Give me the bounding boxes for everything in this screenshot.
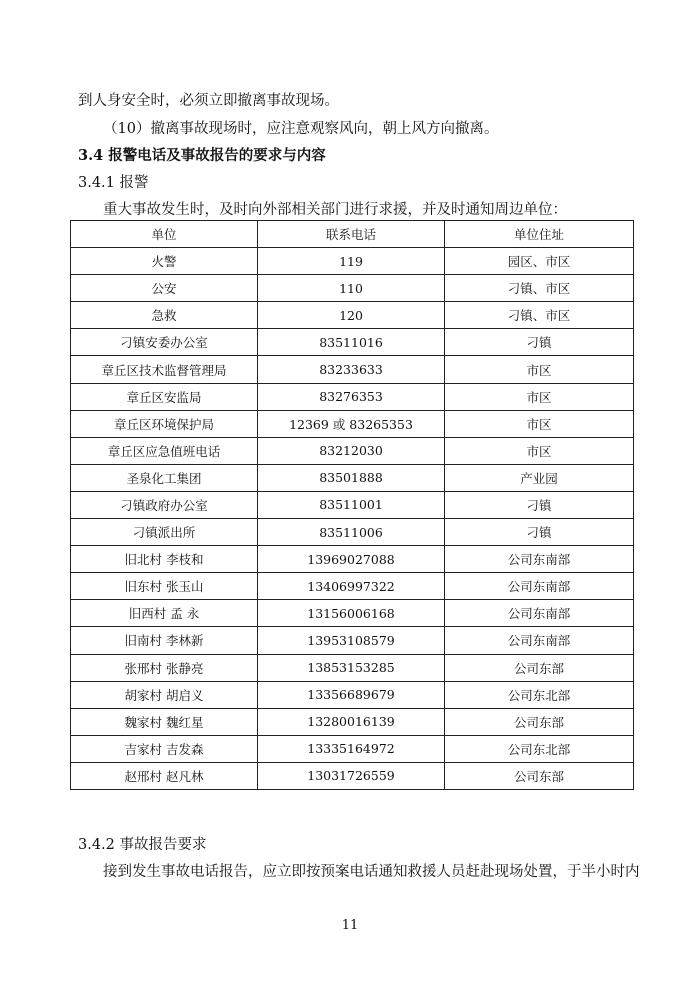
table-row: [71, 356, 634, 383]
cell-address: 刁镇: [445, 329, 634, 356]
table-row: [71, 248, 634, 275]
header-cell-unit: 单位: [71, 221, 258, 248]
cell-phone: 83501888: [258, 464, 445, 491]
table-row: [71, 275, 634, 302]
cell-phone: 83233633: [258, 356, 445, 383]
cell-unit: 公安: [71, 275, 258, 302]
cell-phone: 13853153285: [258, 654, 445, 681]
cell-unit: 急救: [71, 302, 258, 329]
cell-unit: 赵邢村 赵凡林: [71, 762, 258, 789]
cell-phone: 119: [258, 248, 445, 275]
table-row: [71, 329, 634, 356]
cell-address: 市区: [445, 383, 634, 410]
paragraph-intro: 重大事故发生时，及时向外部相关部门进行求援，并及时通知周边单位：: [103, 202, 567, 218]
table-row: [71, 654, 634, 681]
table-row: [71, 491, 634, 518]
cell-address: 公司东南部: [445, 573, 634, 600]
table-row: [71, 464, 634, 491]
cell-phone: 13356689679: [258, 681, 445, 708]
table-row: [71, 519, 634, 546]
subsection-heading-3-4-1: 3.4.1 报警: [78, 175, 149, 191]
cell-address: 公司东部: [445, 708, 634, 735]
header-cell-phone: 联系电话: [258, 221, 445, 248]
table-row: [71, 681, 634, 708]
cell-phone: 13406997322: [258, 573, 445, 600]
table-row: [71, 735, 634, 762]
cell-phone: 120: [258, 302, 445, 329]
cell-phone: 83511006: [258, 519, 445, 546]
paragraph-report-requirements: 接到发生事故电话报告，应立即按预案电话通知救援人员赶赴现场处置，于半小时内: [103, 864, 640, 880]
table-header-row: [71, 221, 634, 248]
table-row: [71, 383, 634, 410]
cell-unit: 刁镇政府办公室: [71, 491, 258, 518]
section-heading-3-4: 3.4 报警电话及事故报告的要求与内容: [78, 147, 326, 164]
cell-unit: 圣泉化工集团: [71, 464, 258, 491]
cell-address: 公司东北部: [445, 735, 634, 762]
cell-unit: 火警: [71, 248, 258, 275]
cell-address: 市区: [445, 356, 634, 383]
table-row: [71, 546, 634, 573]
cell-phone: 83276353: [258, 383, 445, 410]
header-cell-address: 单位住址: [445, 221, 634, 248]
cell-unit: 旧南村 李林新: [71, 627, 258, 654]
paragraph-item-10: （10）撤离事故现场时，应注意观察风向，朝上风方向撤离。: [103, 121, 499, 137]
table-row: [71, 302, 634, 329]
cell-unit: 章丘区技术监督管理局: [71, 356, 258, 383]
table-row: [71, 600, 634, 627]
cell-address: 刁镇: [445, 491, 634, 518]
cell-unit: 旧北村 李枝和: [71, 546, 258, 573]
cell-phone: 13335164972: [258, 735, 445, 762]
page-number: 11: [341, 918, 359, 933]
cell-phone: 13031726559: [258, 762, 445, 789]
table-row: [71, 573, 634, 600]
cell-unit: 旧东村 张玉山: [71, 573, 258, 600]
cell-phone: 13156006168: [258, 600, 445, 627]
cell-unit: 刁镇派出所: [71, 519, 258, 546]
cell-phone: 13280016139: [258, 708, 445, 735]
cell-unit: 吉家村 吉发森: [71, 735, 258, 762]
cell-address: 市区: [445, 437, 634, 464]
cell-address: 公司东南部: [445, 546, 634, 573]
table-row: [71, 708, 634, 735]
cell-address: 园区、市区: [445, 248, 634, 275]
cell-unit: 章丘区安监局: [71, 383, 258, 410]
cell-phone: 13969027088: [258, 546, 445, 573]
cell-address: 公司东南部: [445, 600, 634, 627]
cell-phone: 12369 或 83265353: [258, 410, 445, 437]
cell-address: 公司东北部: [445, 681, 634, 708]
cell-phone: 83511016: [258, 329, 445, 356]
cell-unit: 章丘区环境保护局: [71, 410, 258, 437]
cell-unit: 张邢村 张静亮: [71, 654, 258, 681]
cell-phone: 13953108579: [258, 627, 445, 654]
cell-unit: 章丘区应急值班电话: [71, 437, 258, 464]
cell-address: 公司东部: [445, 762, 634, 789]
table-row: [71, 437, 634, 464]
cell-address: 公司东南部: [445, 627, 634, 654]
cell-unit: 刁镇安委办公室: [71, 329, 258, 356]
cell-address: 刁镇、市区: [445, 275, 634, 302]
cell-unit: 魏家村 魏红星: [71, 708, 258, 735]
cell-phone: 83511001: [258, 491, 445, 518]
emergency-contacts-table: [70, 220, 634, 790]
cell-unit: 胡家村 胡启义: [71, 681, 258, 708]
cell-address: 市区: [445, 410, 634, 437]
table-row: [71, 410, 634, 437]
cell-phone: 110: [258, 275, 445, 302]
subsection-heading-3-4-2: 3.4.2 事故报告要求: [78, 837, 207, 853]
cell-address: 刁镇: [445, 519, 634, 546]
cell-address: 刁镇、市区: [445, 302, 634, 329]
cell-address: 公司东部: [445, 654, 634, 681]
paragraph-continuation: 到人身安全时，必须立即撤离事故现场。: [78, 93, 339, 109]
table-row: [71, 627, 634, 654]
table-row: [71, 762, 634, 789]
cell-unit: 旧西村 孟 永: [71, 600, 258, 627]
cell-address: 产业园: [445, 464, 634, 491]
cell-phone: 83212030: [258, 437, 445, 464]
